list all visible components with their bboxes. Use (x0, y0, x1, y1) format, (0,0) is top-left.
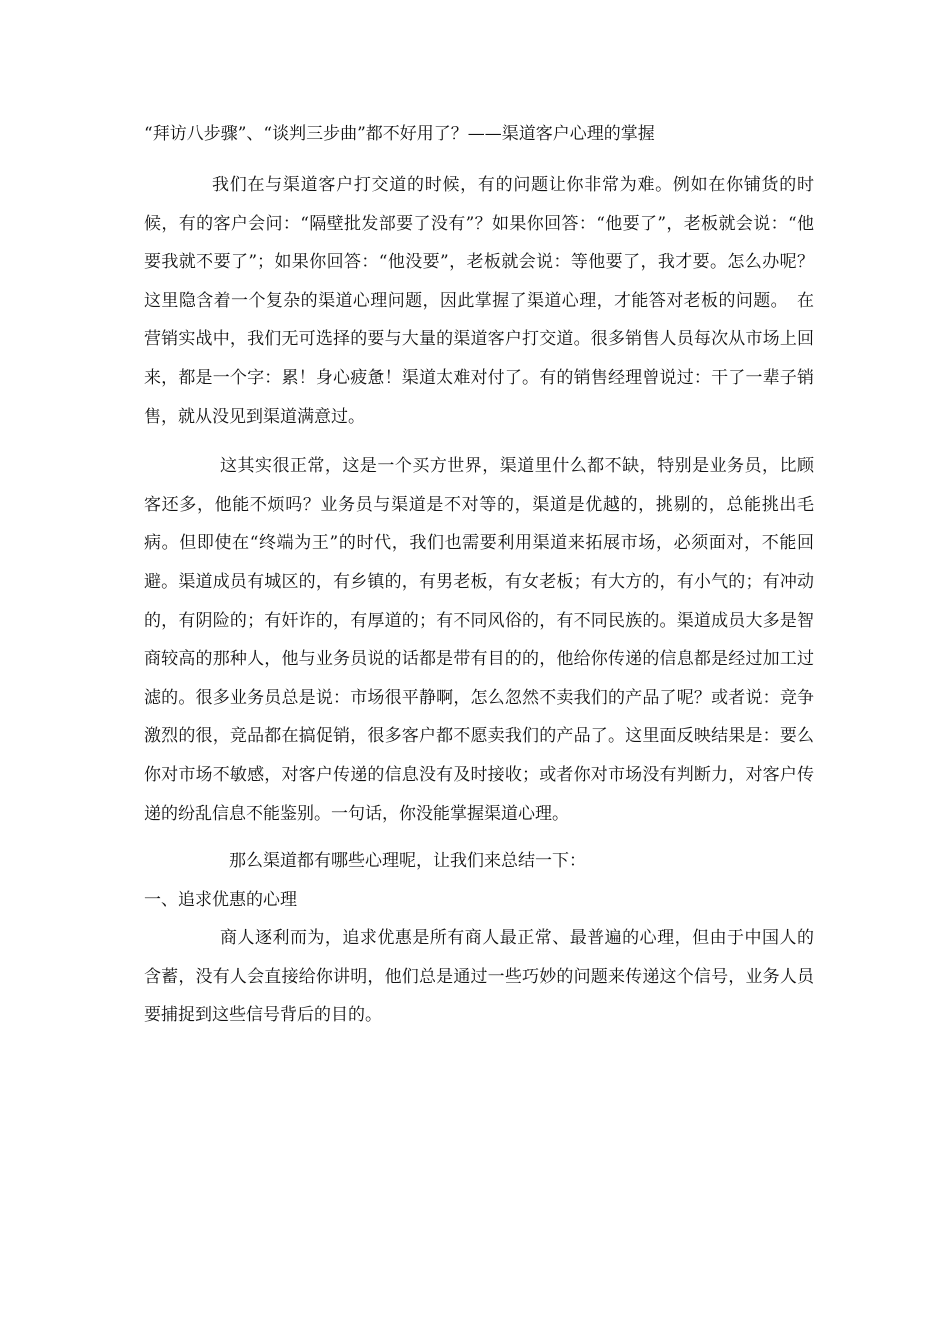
paragraph-4: 商人逐利而为，追求优惠是所有商人最正常、最普遍的心理，但由于中国人的含蓄，没有人会直接给你讲明，他们总是通过一些巧妙的问题来传递这个信号，业务人员要捕捉到这些信号背后的目的。 (144, 928, 814, 1026)
paragraph-1: 我们在与渠道客户打交道的时候，有的问题让你非常为难。例如在你铺货的时候，有的客户会问：“隔壁批发部要了没有”？如果你回答：“他要了”，老板就会说：“他要我就不要了”；如果你回答：“他没要”，老板就会说：等他要了，我才要。怎么办呢？这里隐含着一个复杂的渠道心理问题，因此掌握了渠道心理，才能答对老板的问题。 在营销实战中，我们无可选择的要与大量的渠道客户打交道。很多销售人员每次从市场上回来，都是一个字：累！身心疲惫！渠道太难对付了。有的销售经理曾说过：干了一辈子销售，就从没见到渠道满意过。 (144, 175, 814, 427)
document-body (144, 166, 814, 1035)
paragraph-3: 那么渠道都有哪些心理呢，让我们来总结一下： (229, 851, 586, 872)
paragraph-2: 这其实很正常，这是一个买方世界，渠道里什么都不缺，特别是业务员，比顾客还多，他能不烦吗？业务员与渠道是不对等的，渠道是优越的，挑剔的，总能挑出毛病。但即使在“终端为王”的时代，我们也需要利用渠道来拓展市场，必须面对，不能回避。渠道成员有城区的，有乡镇的，有男老板，有女老板；有大方的，有小气的；有冲动的，有阴险的；有奸诈的，有厚道的；有不同风俗的，有不同民族的。渠道成员大多是智商较高的那种人，他与业务员说的话都是带有目的的，他给你传递的信息都是经过加工过滤的。很多业务员总是说：市场很平静啊，怎么忽然不卖我们的产品了呢？或者说：竞争激烈的很，竞品都在搞促销，很多客户都不愿卖我们的产品了。这里面反映结果是：要么你对市场不敏感，对客户传递的信息没有及时接收；或者你对市场没有判断力，对客户传递的纷乱信息不能鉴别。一句话，你没能掌握渠道心理。 (144, 456, 814, 824)
section-heading: 一、追求优惠的心理 (144, 889, 297, 910)
document-title: “拜访八步骤”、“谈判三步曲”都不好用了？——渠道客户心理的掌握 (144, 124, 655, 144)
